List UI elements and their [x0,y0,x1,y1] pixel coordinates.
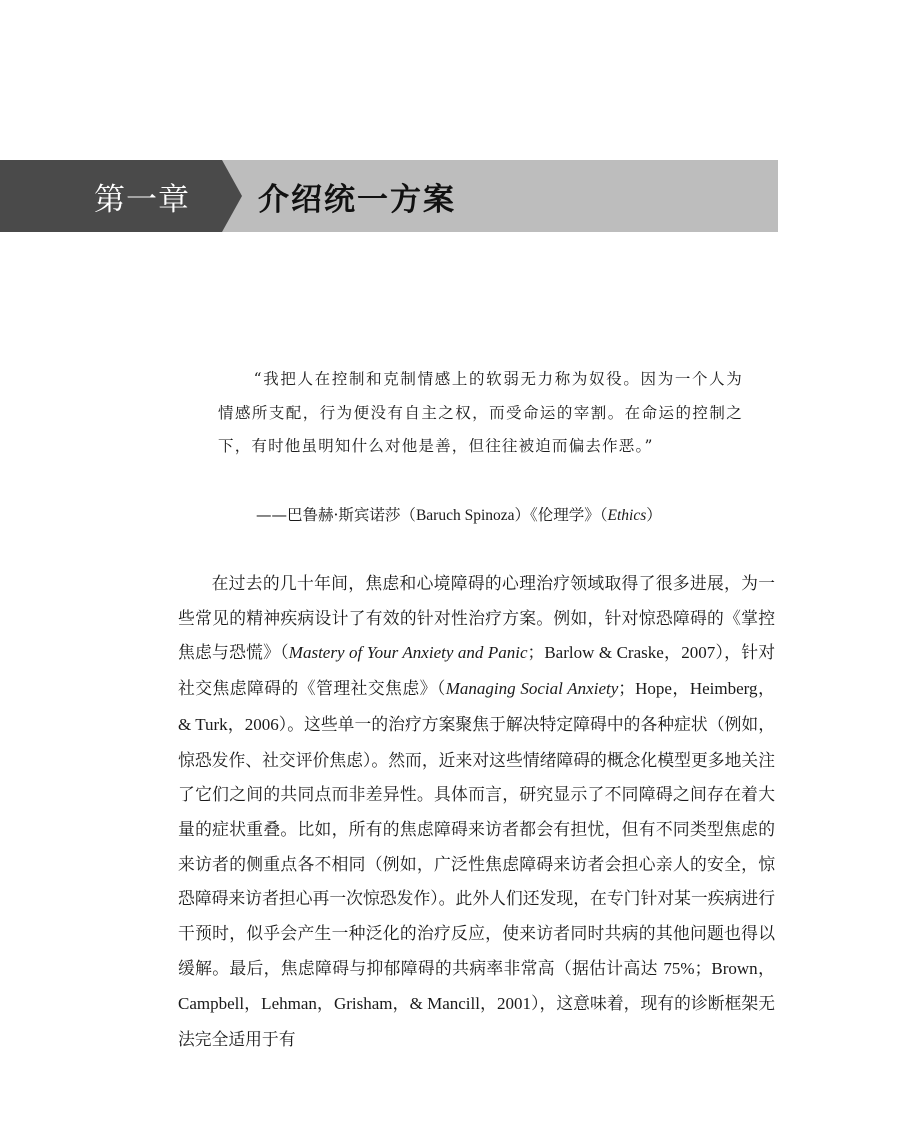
body-text-run: ； [694,957,712,978]
citation: Barlow & Craske，2007 [544,643,716,663]
body-text-run: 在过去的几十年间，焦虑和心境障碍的心理治疗领域取得了很多进展，为一些常见的精神疾病设计了有效的针对性治疗方案。例如，针对惊恐障碍的《掌控焦虑与恐慌》（ [178,573,775,663]
chapter-banner [0,160,778,232]
citation: Brown，Campbell，Lehman，Grisham，& Mancill，2001 [178,958,776,1014]
citation: Hope，Heimberg，& Turk，2006 [178,679,775,734]
attribution-book-cn: ）《伦理学》（ [514,506,608,524]
chapter-title: 介绍统一方案 [258,181,456,218]
epigraph [218,363,743,464]
book-title-en: Mastery of Your Anxiety and Panic [288,643,528,663]
body-text-run: ），这意味着，现有的诊断框架无法完全适用于有 [178,993,775,1050]
percentage: 75% [663,958,695,978]
body-text [178,566,775,1057]
book-title-en: Managing Social Anxiety [445,679,619,699]
body-text-run: ； [527,642,545,663]
attribution-author-cn: ——巴鲁赫·斯宾诺莎（ [256,506,416,524]
body-text-run: ）。这些单一的治疗方案聚焦于解决特定障碍中的各种症状（例如，惊恐发作、社交评价焦虑）。然而，近来对这些情绪障碍的概念化模型更多地关注了它们之间的共同点而非差异性。具体而言，研究显示了不同障碍之间存在着大量的症状重叠。比如，所有的焦虑障碍来访者都会有担忧，但有不同类型焦虑的来访者的侧重点各不相同（例如，广泛性焦虑障碍来访者会担心亲人的安全，惊恐障碍来访者担心再一次惊恐发作）。此外人们还发现，在专门针对某一疾病进行干预时，似乎会产生一种泛化的治疗反应，使来访者同时共病的其他问题也得以缓解。最后，焦虑障碍与抑郁障碍的共病率非常高（据估计高达 [178,713,776,978]
body-text-run: ），针对社交焦虑障碍的《管理社交焦虑》（ [178,642,776,699]
epigraph-attribution [256,500,746,531]
attribution-book-en: Ethics [607,507,647,524]
chapter-number: 第一章 [94,181,190,218]
attribution-author-en: Baruch Spinoza [415,507,515,524]
body-text-run: ； [618,678,636,699]
epigraph-quote: “我把人在控制和克制情感上的软弱无力称为奴役。因为一个人为情感所支配，行为便没有自主之权，而受命运的宰割。在命运的控制之下，有时他虽明知什么对他是善，但往往被迫而偏去作恶。” [218,370,743,455]
body-paragraph [178,566,775,1057]
attribution-close: ） [646,506,662,524]
